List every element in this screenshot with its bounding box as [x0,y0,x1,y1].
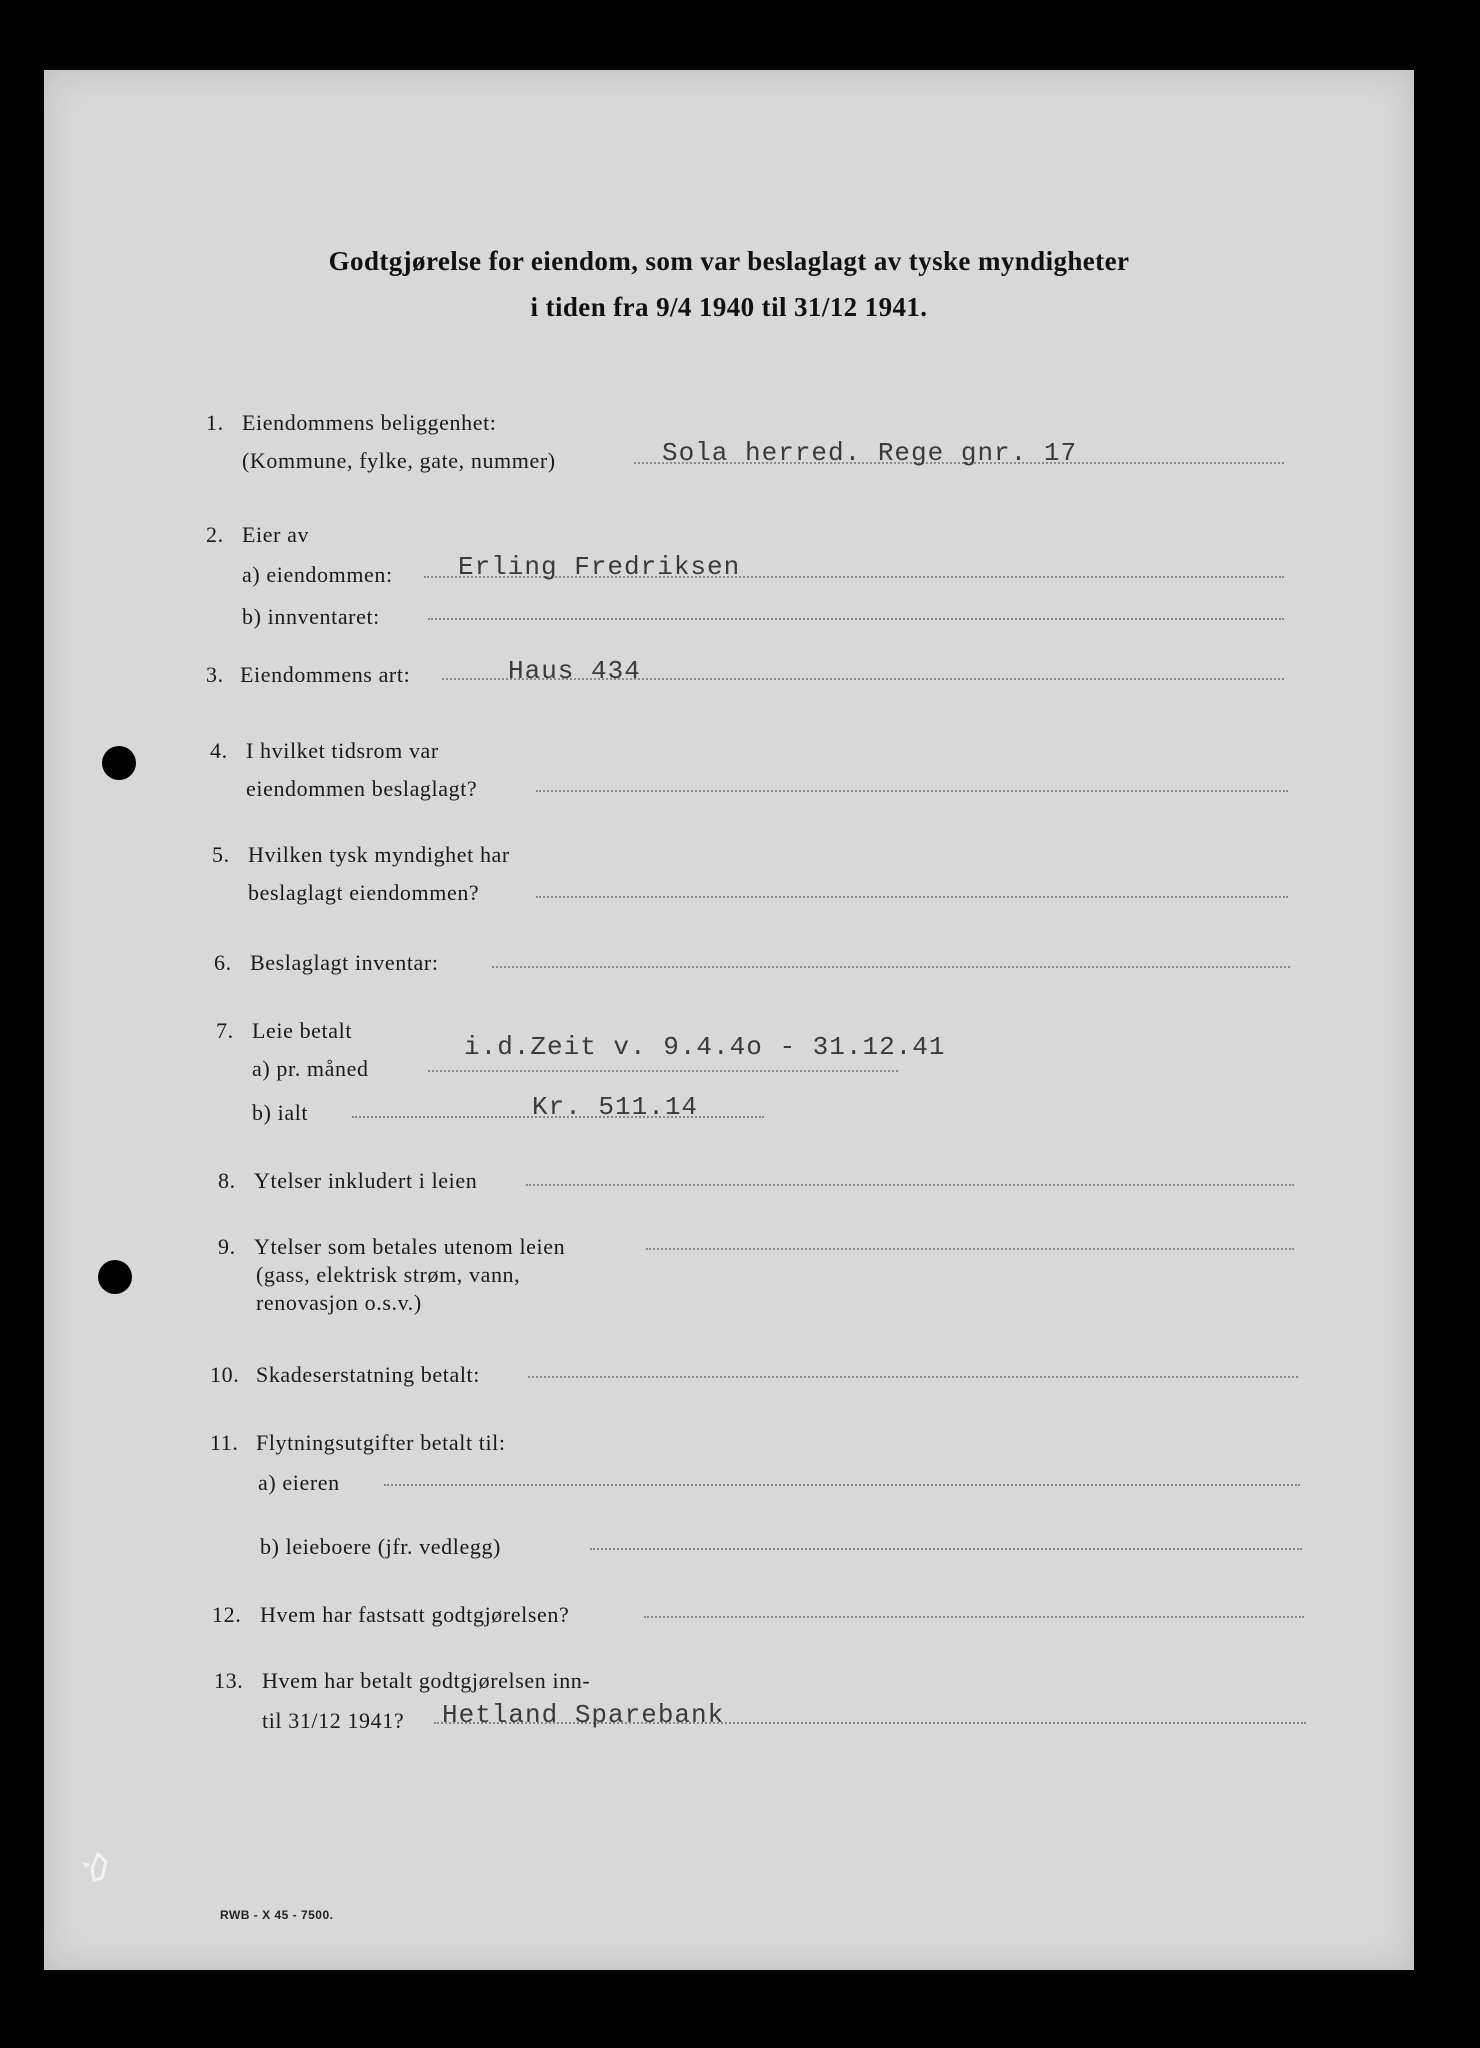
q10-label: Skadeserstatning betalt: [256,1362,480,1387]
ink-mark-icon [78,1848,118,1888]
form-title-line-2: i tiden fra 9/4 1940 til 31/12 1941. [530,292,928,322]
q9-number: 9. [218,1234,236,1259]
q3-answer: Haus 434 [508,656,641,686]
q5-number: 5. [212,842,230,867]
q7a-label: a) pr. måned [252,1056,369,1081]
q9-sublabel-2: renovasjon o.s.v.) [256,1290,422,1315]
q1-number: 1. [206,410,224,435]
q3-label: Eiendommens art: [240,662,411,687]
q6-number: 6. [214,950,232,975]
q7b-answer: Kr. 511.14 [532,1092,699,1122]
q7-label: Leie betalt [252,1018,353,1043]
q8-label: Ytelser inkludert i leien [254,1168,478,1193]
q4-label: I hvilket tidsrom var [246,738,439,763]
form-title-line-1: Godtgjørelse for eiendom, som var beslaglagt av tyske myndigheter [328,246,1130,276]
q13-number: 13. [214,1668,244,1693]
q5-label: Hvilken tysk myndighet har [248,842,510,867]
q9-label: Ytelser som betales utenom leien [254,1234,566,1259]
q2a-answer: Erling Fredriksen [458,552,741,582]
q11b-label: b) leieboere (jfr. vedlegg) [260,1534,501,1559]
q13-label: Hvem har betalt godtgjørelsen inn- [262,1668,591,1693]
q5-answer-line [536,896,1288,898]
q13-answer: Hetland Sparebank [442,1700,725,1730]
q10-answer-line [528,1376,1298,1378]
q1-answer: Sola herred. Rege gnr. 17 [662,438,1078,468]
q11b-answer-line [590,1548,1302,1550]
q11a-label: a) eieren [258,1470,340,1495]
punch-hole-lower [98,1260,132,1294]
q2-label: Eier av [242,522,310,547]
q8-answer-line [526,1184,1294,1186]
q2b-answer-line [428,618,1284,620]
q9-sublabel-1: (gass, elektrisk strøm, vann, [256,1262,521,1287]
q5-sublabel: beslaglagt eiendommen? [248,880,480,905]
punch-hole-upper [102,746,136,780]
q6-label: Beslaglagt inventar: [250,950,439,975]
q11-label: Flytningsutgifter betalt til: [256,1430,506,1455]
q1-sublabel: (Kommune, fylke, gate, nummer) [242,448,556,473]
q4-answer-line [536,790,1288,792]
q3-number: 3. [206,662,224,687]
q4-sublabel: eiendommen beslaglagt? [246,776,478,801]
q7a-answer-line [428,1070,898,1072]
q11-number: 11. [210,1430,239,1455]
q13-sublabel: til 31/12 1941? [262,1708,405,1733]
q7-number: 7. [216,1018,234,1043]
q12-label: Hvem har fastsatt godtgjørelsen? [260,1602,570,1627]
q8-number: 8. [218,1168,236,1193]
form-sheet [44,70,1414,1970]
q7a-answer: i.d.Zeit v. 9.4.4o - 31.12.41 [464,1032,946,1062]
q12-number: 12. [212,1602,242,1627]
q7b-label: b) ialt [252,1100,309,1125]
q11a-answer-line [384,1484,1300,1486]
form-footer-code: RWB - X 45 - 7500. [220,1908,334,1922]
q2b-label: b) innventaret: [242,604,380,629]
q4-number: 4. [210,738,228,763]
q1-label: Eiendommens beliggenhet: [242,410,497,435]
q2a-label: a) eiendommen: [242,562,393,587]
q12-answer-line [644,1616,1304,1618]
q9-answer-line [646,1248,1294,1250]
q6-answer-line [492,966,1290,968]
q10-number: 10. [210,1362,240,1387]
q2-number: 2. [206,522,224,547]
